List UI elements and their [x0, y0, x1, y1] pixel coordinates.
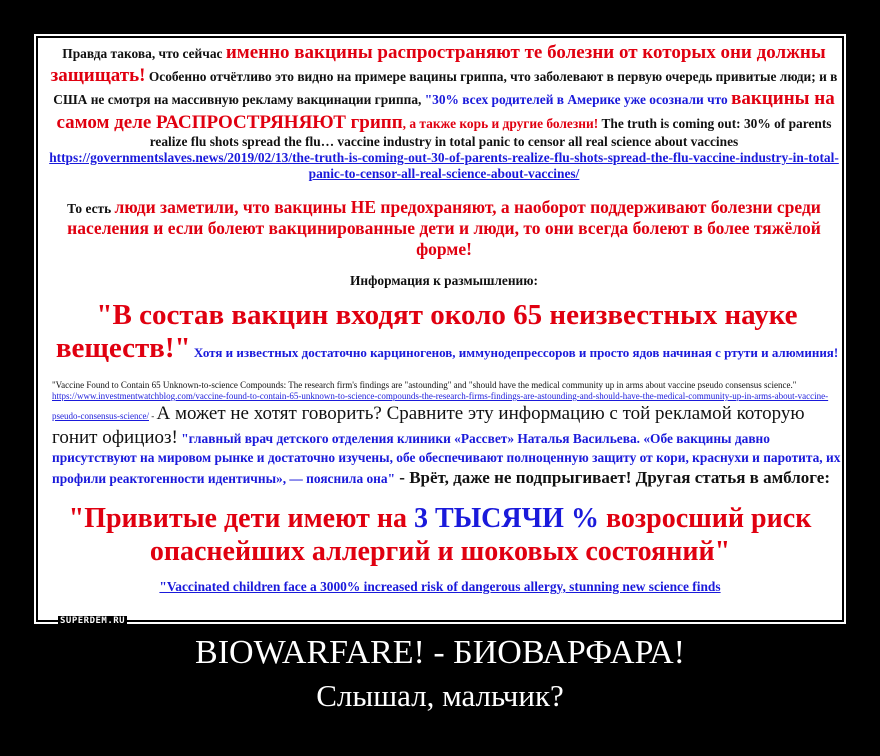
quote-2 — [38, 502, 842, 569]
p1-intro: Правда такова, что сейчас — [62, 46, 226, 61]
small-note-text: "Vaccine Found to Contain 65 Unknown-to-science Compounds: The research firm's findings are "astounding" and "should have the medical community up in arms about vaccine pseudo consensus science." — [52, 379, 797, 390]
p1-quote-start: "30% всех родителей в Америке уже осознали что — [424, 92, 732, 108]
quote-1 — [54, 299, 840, 366]
caption-subtitle: Слышал, мальчик? — [316, 678, 564, 713]
p3-retort: - Врёт, даже не подпрыгивает! Другая статья в амблоге: — [395, 467, 830, 487]
poster-image — [38, 38, 842, 620]
small-note-link[interactable]: https://www.investmentwatchblog.com/vaccine-found-to-contain-65-unknown-to-science-compounds-the-research-firms-findings-are-astounding-and-should-have-the-medical-community-up-in-arms-about-vaccine-pseudo-consensus-science/ — [52, 391, 829, 422]
p1-english: The truth is coming out: 30% of parents realize flu shots spread the flu… vaccine industry in total panic to censor all real science about vaccines — [149, 115, 832, 149]
caption-title: BIOWARFARE! - БИОВАРФАРА! — [195, 634, 685, 671]
p1-headline: именно вакцины распространяют те болезни от которых они должны защищать! — [50, 42, 826, 87]
p1-quote-end: , а также корь и другие болезни! — [402, 115, 599, 131]
p1-quote-emphasis: вакцины на самом деле РАСПРОСТРЯНЯЮТ грипп — [56, 88, 835, 133]
info-heading: Информация к размышлению: — [350, 272, 538, 288]
bottom-link-line — [38, 579, 842, 595]
p1-body: Особенно отчётливо это видно на примере вацины гриппа, что заболевают в первую очередь привитые люди; и в США не смотря на массивную рекламу вакцинации гриппа, — [53, 69, 838, 108]
p3-question: А может не хотят говорить? Сравните эту информацию с той рекламой которую гонит официоз! — [52, 403, 805, 449]
small-note-dash: - — [148, 411, 157, 422]
poster-text — [38, 41, 842, 609]
p1-source-link[interactable]: https://governmentslaves.news/2019/02/13/the-truth-is-coming-out-30-of-parents-realize-flu-shots-spread-the-flu-vaccine-industry-in-total-panic-to-censor-all-real-science-about-vaccines/ — [49, 150, 839, 182]
p2-statement: люди заметили, что вакцины НЕ предохраняют, а наоборот поддерживают болезни среди населения и если болеют вакцинированные дети и люди, то они всегда болеют в более тяжёлой форме! — [67, 196, 821, 260]
quote-2-end: возросший риск опаснейших аллергий и шоковых состояний" — [149, 502, 812, 568]
bottom-link[interactable]: "Vaccinated children face a 3000% increased risk of dangerous allergy, stunning new science finds — [159, 578, 721, 594]
p2-intro: То есть — [67, 200, 115, 216]
watermark: SUPERDEM.RU — [60, 616, 126, 626]
quote-2-start: "Привитые дети имеют на — [68, 502, 415, 534]
quote-1-big: "В состав вакцин входят около 65 неизвестных науке веществ!" — [55, 299, 798, 365]
paragraph-2 — [48, 197, 840, 261]
small-note — [52, 380, 842, 488]
paragraph-1 — [48, 41, 840, 183]
quote-2-number: 3 ТЫСЯЧИ % — [414, 502, 599, 534]
p3-quote: "главный врач детского отделения клиники «Рассвет» Наталья Васильева. «Обе вакцины давно присутствуют на мировом рынке и достаточно изучены, обе обеспечивают полноценную защиту от кори, краснухи и паротита, их профили реактогенности идентичны», — пояснила она" — [52, 431, 841, 486]
quote-1-tail: Хотя и известных достаточно карциногенов, иммунодепрессоров и просто ядов начиная с ртути и алюминия! — [190, 345, 839, 361]
